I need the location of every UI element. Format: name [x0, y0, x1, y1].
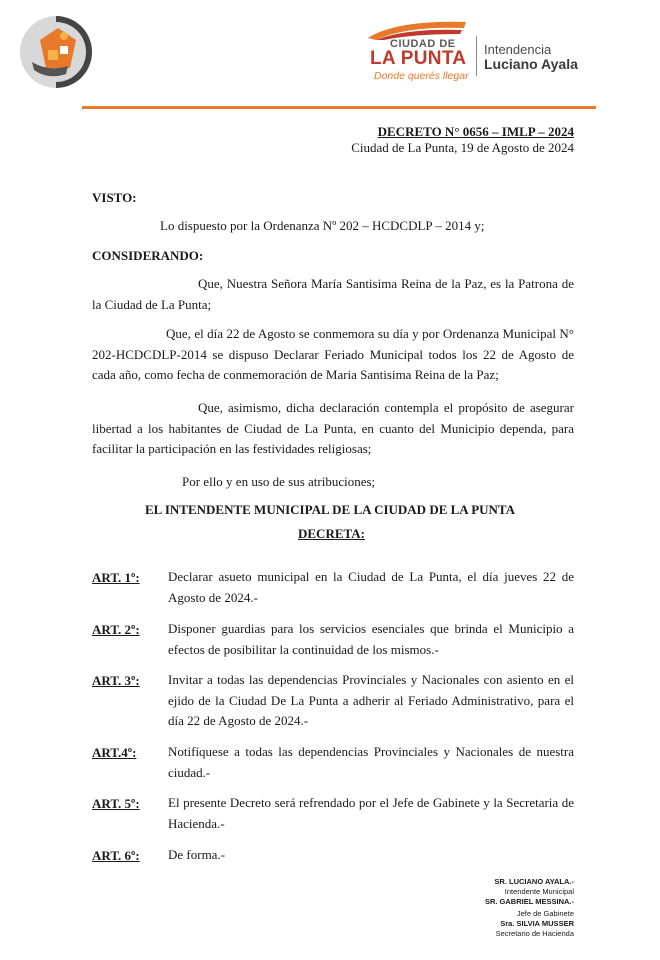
- article-3-text: Invitar a todas las dependencias Provinciales y Nacionales con asiento en el ejido de la Ciudad De La Punta a adherir al Feriado Administrativo, para el día 22 de Agosto de 2024.-: [168, 672, 574, 728]
- signature-1-role: Intendente Municipal: [504, 887, 574, 896]
- header-divider: [476, 36, 477, 76]
- brand-swoosh-icon: [366, 18, 470, 40]
- considerando-closing: Por ello y en uso de sus atribuciones;: [182, 474, 376, 489]
- ciudad-la-punta-brand: [366, 18, 478, 80]
- article-6-label: ART. 6º:: [92, 848, 140, 863]
- article-1-text: Declarar asueto municipal en la Ciudad de La Punta, el día jueves 22 de Agosto de 2024.-: [168, 569, 574, 605]
- municipal-emblem-logo: [18, 10, 100, 94]
- article-3-label: ART. 3º:: [92, 673, 140, 688]
- considerando-paragraph-1: Que, Nuestra Señora María Santisima Reina de la Paz, es la Patrona de la Ciudad de La Punta;: [92, 276, 574, 312]
- intendencia-label: Intendencia: [484, 42, 552, 57]
- signature-2-role: Jefe de Gabinete: [516, 909, 574, 918]
- article-4-label: ART.4º:: [92, 745, 137, 760]
- intendente-name: Luciano Ayala: [484, 56, 578, 72]
- article-4-text: Notifíquese a todas las dependencias Provinciales y Nacionales de nuestra ciudad.-: [168, 744, 574, 780]
- considerando-paragraph-3: Que, asimismo, dicha declaración contempla el propósito de asegurar libertad a los habitantes de Ciudad de La Punta, en cuanto del Municipio dependa, para facilitar la participación en las festividades religiosas;: [92, 400, 574, 456]
- considerando-paragraph-2: Que, el día 22 de Agosto se conmemora su día y por Ordenanza Municipal N° 202-HCDCDLP-2014 se dispuso Declarar Feriado Municipal todos los 22 de Agosto de cada año, como fecha de conmemoración de Maria Santisima Reina de la Paz;: [92, 326, 574, 382]
- visto-text: Lo dispuesto por la Ordenanza Nº 202 – HCDCDLP – 2014 y;: [160, 218, 485, 233]
- resolution-heading: EL INTENDENTE MUNICIPAL DE LA CIUDAD DE LA PUNTA: [144, 502, 516, 517]
- considerando-label: CONSIDERANDO:: [92, 248, 204, 263]
- decreta-label: DECRETA:: [298, 526, 365, 541]
- signature-3-name: Sra. SILVIA MUSSER: [500, 919, 574, 928]
- visto-label: VISTO:: [92, 190, 137, 205]
- brand-city-name: LA PUNTA: [370, 48, 467, 69]
- decree-number: DECRETO N° 0656 – IMLP – 2024: [377, 124, 574, 139]
- brand-city-prefix: CIUDAD DE: [390, 38, 456, 50]
- brand-slogan: Donde querés llegar: [374, 70, 469, 82]
- signature-1-name: SR. LUCIANO AYALA.-: [494, 877, 574, 886]
- article-2-label: ART. 2º:: [92, 622, 140, 637]
- article-5-text: El presente Decreto será refrendado por el Jefe de Gabinete y la Secretaria de Hacienda.-: [168, 795, 574, 831]
- article-6-text: De forma.-: [168, 847, 226, 862]
- article-5-label: ART. 5º:: [92, 796, 140, 811]
- signature-3-role: Secretario de Hacienda: [495, 929, 574, 938]
- header-rule: [82, 106, 596, 109]
- article-1-label: ART. 1º:: [92, 570, 140, 585]
- article-2-text: Disponer guardias para los servicios esenciales que brinda el Municipio a efectos de posibilitar la continuidad de los mismos.-: [168, 621, 574, 657]
- signature-2-name: SR. GABRIEL MESSINA.-: [484, 897, 574, 906]
- decree-date: Ciudad de La Punta, 19 de Agosto de 2024: [351, 140, 574, 155]
